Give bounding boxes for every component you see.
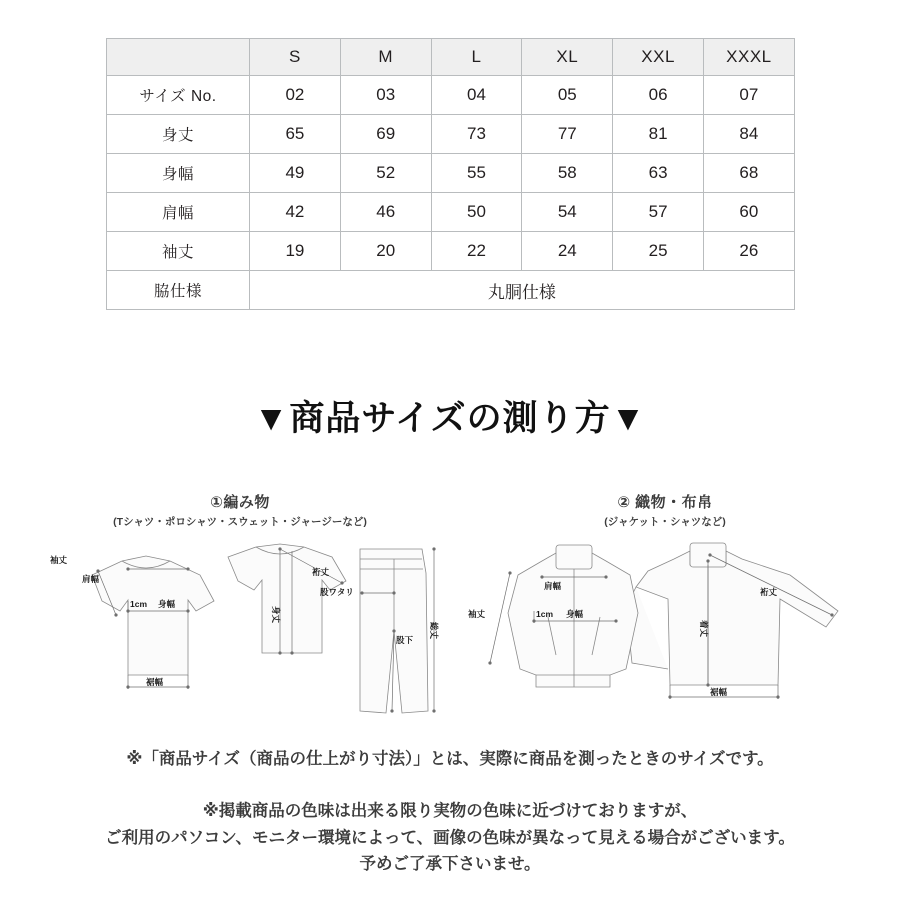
table-cell: 73 [431,115,522,154]
table-col-header-l: L [431,39,522,76]
table-cell: 03 [340,76,431,115]
table-corner-cell [107,39,250,76]
table-col-header-s: S [250,39,341,76]
table-cell: 04 [431,76,522,115]
label-yoke-sleeve: 裄丈 [760,587,778,598]
label-yoke-sleeve: 裄丈 [312,567,330,578]
diagram-knit [30,494,450,735]
woven-illustration [460,535,870,735]
table-cell: 06 [613,76,704,115]
row-label: 身丈 [107,115,250,154]
diagram-knit-subheading: (Tシャツ・ポロシャツ・スウェット・ジャージーなど) [113,516,367,529]
table-cell: 60 [703,193,794,232]
table-cell: 25 [613,232,704,271]
table-cell: 19 [250,232,341,271]
section-title: ▼商品サイズの測り方▼ [253,399,647,438]
table-cell: 49 [250,154,341,193]
label-shoulder-width: 肩幅 [82,574,100,585]
row-label: 脇仕様 [107,271,250,310]
label-offset: 1cm [536,609,554,620]
label-body-length: 身丈 [271,606,281,624]
diagram-woven-heading: ② 織物・布帛 [617,494,713,511]
table-row [107,154,795,193]
note-line-2: ご利用のパソコン、モニター環境によって、画像の色味が異なって見える場合がございます。 [105,828,795,847]
table-cell: 07 [703,76,794,115]
table-cell: 65 [250,115,341,154]
table-cell-merged: 丸胴仕様 [250,271,795,310]
row-label: サイズ No. [107,76,250,115]
row-label: 袖丈 [107,232,250,271]
row-label: 身幅 [107,154,250,193]
table-row [107,115,795,154]
label-chest-width: 身幅 [158,599,176,610]
table-cell: 63 [613,154,704,193]
table-col-header-xl: XL [522,39,613,76]
measurement-diagrams [0,494,900,740]
table-cell: 42 [250,193,341,232]
diagram-woven-canvas [460,535,870,735]
table-row [107,193,795,232]
table-cell: 77 [522,115,613,154]
label-shoulder-width: 肩幅 [544,581,562,592]
table-header-row [107,39,795,76]
table-cell: 50 [431,193,522,232]
table-cell: 02 [250,76,341,115]
table-col-header-xxl: XXL [613,39,704,76]
table-cell: 26 [703,232,794,271]
knit-illustration [30,535,450,735]
label-offset: 1cm [130,599,148,610]
diagram-woven [460,494,870,735]
table-cell: 81 [613,115,704,154]
table-cell: 68 [703,154,794,193]
table-col-header-m: M [340,39,431,76]
note-line-3: 予めご了承下さいませ。 [359,855,541,874]
diagram-knit-heading: ①編み物 [210,494,270,511]
table-row [107,232,795,271]
label-total-length: 総丈 [429,622,439,640]
row-label: 肩幅 [107,193,250,232]
label-chest-width: 身幅 [566,609,584,620]
table-cell: 20 [340,232,431,271]
table-row-merged [107,271,795,310]
table-col-header-xxxl: XXXL [703,39,794,76]
label-hem-width: 裾幅 [146,677,164,688]
table-cell: 58 [522,154,613,193]
table-cell: 05 [522,76,613,115]
diagram-woven-subheading: (ジャケット・シャツなど) [604,516,726,529]
table-cell: 84 [703,115,794,154]
note-line-1: ※掲載商品の色味は出来る限り実物の色味に近づけておりますが、 [202,801,698,820]
table-cell: 24 [522,232,613,271]
table-cell: 55 [431,154,522,193]
diagram-knit-canvas [30,535,450,735]
table-cell: 57 [613,193,704,232]
label-garment-length: 着丈 [699,620,709,638]
label-thigh-width: 股ワタリ [320,587,354,598]
label-inseam: 股下 [396,635,414,646]
notes-section [0,750,900,878]
label-sleeve-length: 袖丈 [468,609,486,620]
table-cell: 69 [340,115,431,154]
note-main: ※「商品サイズ（商品の仕上がり寸法）」とは、実際に商品を測ったときのサイズです。 [126,750,774,768]
table-row [107,76,795,115]
size-table [106,38,795,310]
table-cell: 54 [522,193,613,232]
table-cell: 22 [431,232,522,271]
label-sleeve-length: 袖丈 [50,555,68,566]
note-color-disclaimer [0,798,900,878]
label-hem-width: 裾幅 [710,687,728,698]
table-cell: 52 [340,154,431,193]
size-table-container [106,38,794,310]
table-cell: 46 [340,193,431,232]
